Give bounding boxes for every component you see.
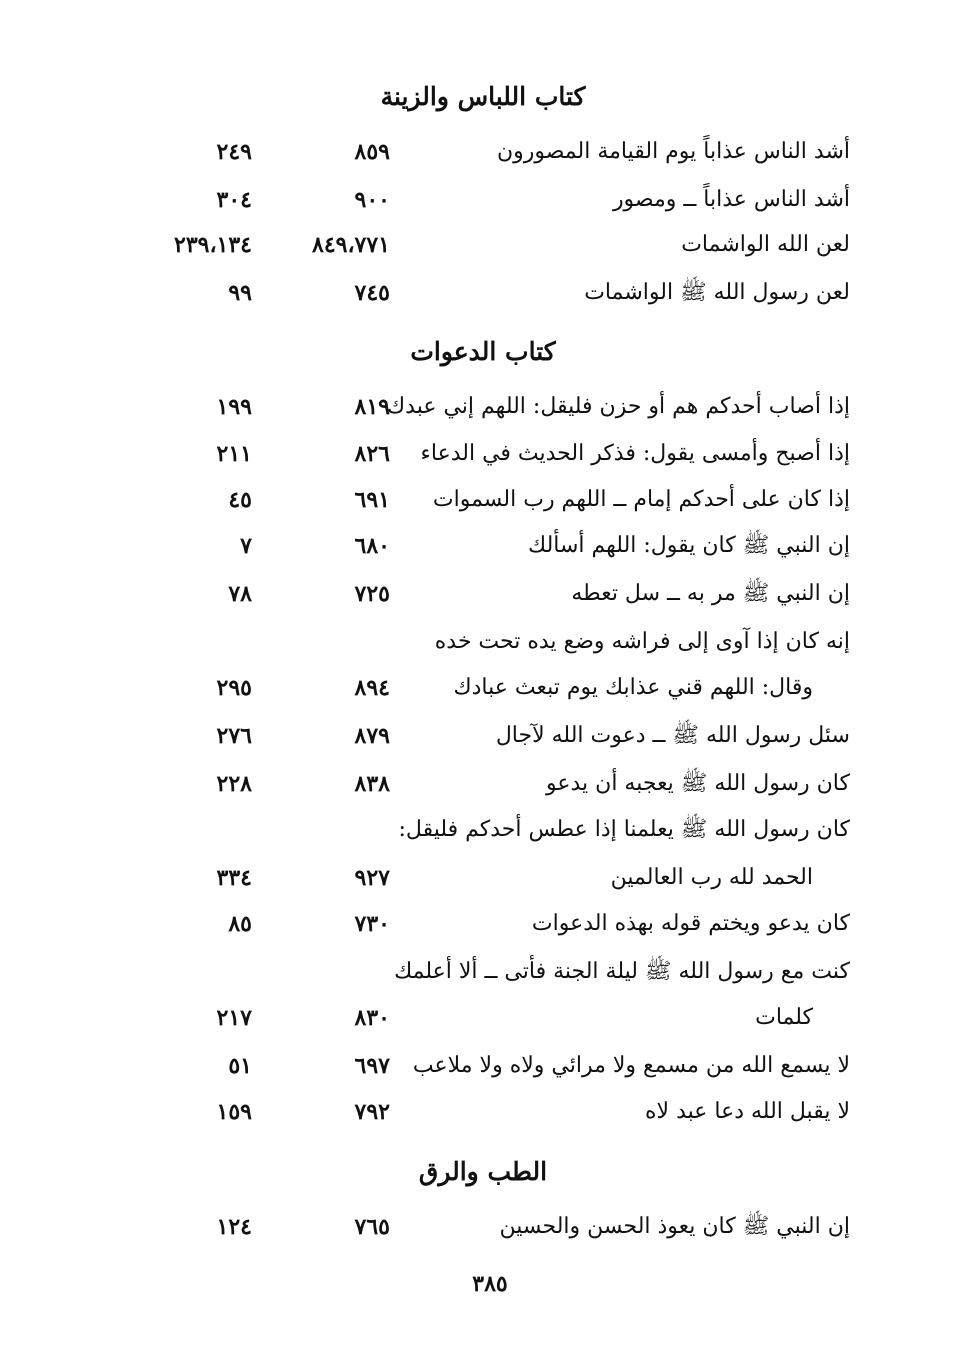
hadith-number: ٧٣٠ bbox=[354, 911, 390, 937]
index-row bbox=[0, 432, 953, 476]
hadith-number: ٨٣٠ bbox=[354, 1005, 390, 1031]
hadith-number: ٩٠٠ bbox=[354, 187, 390, 213]
index-row bbox=[0, 1090, 953, 1134]
hadith-number: ٩٢٧ bbox=[354, 865, 390, 891]
index-row bbox=[0, 620, 953, 664]
index-row bbox=[0, 572, 953, 616]
index-row bbox=[0, 950, 953, 994]
section-title-medicine: الطب والرق bbox=[418, 1157, 548, 1186]
hadith-text: إن النبي ﷺ مر به ــ سل تعطه bbox=[571, 581, 850, 606]
hadith-text: إذا أصبح وأمسى يقول: فذكر الحديث في الدعاء bbox=[420, 441, 850, 466]
hadith-text: أشد الناس عذاباً ــ ومصور bbox=[612, 187, 850, 212]
hadith-text: إنه كان إذا آوى إلى فراشه وضع يده تحت خده bbox=[434, 629, 850, 654]
page-number: ٣٨٥ bbox=[472, 1271, 508, 1297]
hadith-text: لا يسمع الله من مسمع ولا مرائي ولاه ولا ملاعب bbox=[412, 1053, 850, 1078]
hadith-number: ٨١٩ bbox=[354, 394, 390, 420]
index-row bbox=[0, 996, 953, 1040]
hadith-text: وقال: اللهم قني عذابك يوم تبعث عبادك bbox=[453, 675, 813, 700]
page-reference: ٢٢٨ bbox=[216, 771, 252, 797]
hadith-number: ٦٨٠ bbox=[354, 533, 390, 559]
hadith-number: ٨٩٤ bbox=[354, 675, 390, 701]
hadith-text: كان يدعو ويختم قوله بهذه الدعوات bbox=[531, 911, 850, 936]
hadith-number: ٨٥٩ bbox=[354, 139, 390, 165]
index-row bbox=[0, 385, 953, 429]
page-reference: ٣٣٤ bbox=[216, 865, 252, 891]
hadith-text: كان رسول الله ﷺ يعلمنا إذا عطس أحدكم فليقل: bbox=[398, 817, 850, 842]
page-reference: ٥١ bbox=[228, 1053, 252, 1079]
index-row bbox=[0, 1205, 953, 1249]
index-row bbox=[0, 762, 953, 806]
page-reference: ٢١٧ bbox=[216, 1005, 252, 1031]
page-reference: ١٥٩ bbox=[216, 1099, 252, 1125]
section-title-clothing: كتاب اللباس والزينة bbox=[380, 82, 586, 111]
hadith-number: ٧٦٥ bbox=[354, 1214, 390, 1240]
hadith-number: ٨٧٩ bbox=[354, 723, 390, 749]
hadith-text: سئل رسول الله ﷺ ــ دعوت الله لآجال bbox=[495, 723, 850, 748]
page-reference: ٣٠٤ bbox=[216, 187, 252, 213]
index-row bbox=[0, 524, 953, 568]
index-row bbox=[0, 178, 953, 222]
hadith-text: إذا أصاب أحدكم هم أو حزن فليقل: اللهم إني عبدك bbox=[387, 394, 850, 419]
hadith-text: إذا كان على أحدكم إمام ــ اللهم رب السموات bbox=[432, 487, 850, 512]
hadith-number: ٨٤٩،٧٧١ bbox=[312, 232, 390, 258]
index-row bbox=[0, 714, 953, 758]
page-reference: ١٩٩ bbox=[216, 394, 252, 420]
page-reference: ٩٩ bbox=[228, 280, 252, 306]
page-reference: ٢٩٥ bbox=[216, 675, 252, 701]
hadith-number: ٧٩٢ bbox=[354, 1099, 390, 1125]
index-row bbox=[0, 271, 953, 315]
index-row bbox=[0, 130, 953, 174]
index-row bbox=[0, 223, 953, 267]
page-reference: ٧٨ bbox=[228, 581, 252, 607]
page-reference: ٢٤٩ bbox=[216, 139, 252, 165]
page-reference: ٧ bbox=[240, 533, 252, 559]
hadith-text: الحمد لله رب العالمين bbox=[610, 865, 813, 890]
hadith-number: ٨٣٨ bbox=[354, 771, 390, 797]
hadith-text: أشد الناس عذاباً يوم القيامة المصورون bbox=[496, 139, 850, 164]
hadith-text: كلمات bbox=[755, 1005, 813, 1030]
section-title-supplications: كتاب الدعوات bbox=[410, 337, 556, 366]
hadith-number: ٧٤٥ bbox=[354, 280, 390, 306]
index-row bbox=[0, 902, 953, 946]
page-reference: ٨٥ bbox=[228, 911, 252, 937]
page-reference: ١٢٤ bbox=[216, 1214, 252, 1240]
hadith-text: لعن الله الواشمات bbox=[681, 232, 850, 257]
index-row bbox=[0, 666, 953, 710]
hadith-text: إن النبي ﷺ كان يقول: اللهم أسألك bbox=[528, 533, 850, 558]
page-reference: ٢١١ bbox=[216, 441, 252, 467]
page-reference: ٢٧٦ bbox=[216, 723, 252, 749]
index-row bbox=[0, 856, 953, 900]
hadith-text: إن النبي ﷺ كان يعوذ الحسن والحسين bbox=[499, 1214, 850, 1239]
hadith-number: ٨٢٦ bbox=[354, 441, 390, 467]
page-reference: ٤٥ bbox=[228, 487, 252, 513]
index-row bbox=[0, 478, 953, 522]
hadith-text: كان رسول الله ﷺ يعجبه أن يدعو bbox=[546, 771, 850, 796]
hadith-number: ٦٩١ bbox=[354, 487, 390, 513]
index-row bbox=[0, 808, 953, 852]
hadith-number: ٧٢٥ bbox=[354, 581, 390, 607]
hadith-number: ٦٩٧ bbox=[354, 1053, 390, 1079]
index-row bbox=[0, 1044, 953, 1088]
hadith-text: لا يقبل الله دعا عبد لاه bbox=[645, 1099, 850, 1124]
page-reference: ٢٣٩،١٣٤ bbox=[174, 232, 252, 258]
hadith-text: لعن رسول الله ﷺ الواشمات bbox=[584, 280, 850, 305]
hadith-text: كنت مع رسول الله ﷺ ليلة الجنة فأتى ــ ألا أعلمك bbox=[394, 959, 850, 984]
